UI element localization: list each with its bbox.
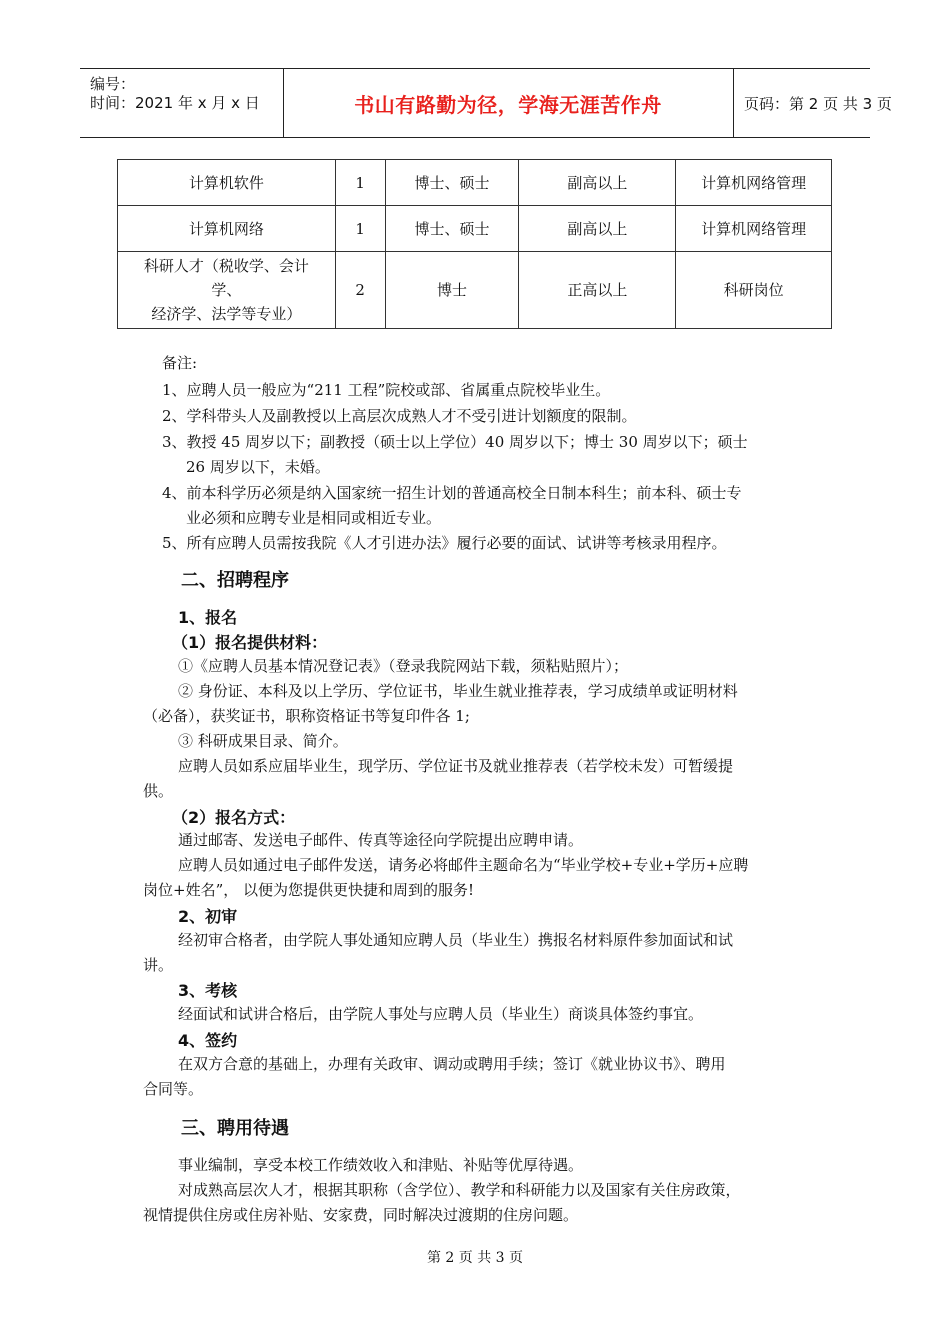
- subsection-subheading: （2）报名方式：: [172, 808, 296, 827]
- subsection-heading: 4、签约: [178, 1031, 238, 1050]
- header-page-info: 页码：第 2 页 共 3 页: [744, 94, 892, 113]
- cell-line: 科研人才（税收学、会计: [143, 257, 309, 275]
- note-item: 5、所有应聘人员需按我院《人才引进办法》履行必要的面试、试讲等考核录用程序。: [162, 534, 727, 552]
- note-item: 1、应聘人员一般应为“211 工程”院校或部、省属重点院校毕业生。: [162, 381, 611, 399]
- table-cell: 博士、硕士: [385, 160, 519, 206]
- table-cell: 副高以上: [519, 160, 676, 206]
- header-motto: 书山有路勤为径，学海无涯苦作舟: [354, 92, 662, 117]
- section-heading: 三、聘用待遇: [181, 1118, 289, 1139]
- table-cell: 1: [335, 160, 385, 206]
- paragraph: 通过邮寄、发送电子邮件、传真等途径向学院提出应聘申请。: [178, 831, 584, 849]
- header-meta-cell: [80, 69, 284, 137]
- paragraph-cont: 合同等。: [143, 1080, 204, 1098]
- paragraph: 应聘人员如系应届毕业生，现学历、学位证书及就业推荐表（若学校未发）可暂缓提: [178, 757, 734, 775]
- table-cell: 正高以上: [519, 252, 676, 329]
- paragraph-cont: （必备），获奖证书，职称资格证书等复印件各 1;: [143, 707, 470, 725]
- note-item: 2、学科带头人及副教授以上高层次成熟人才不受引进计划额度的限制。: [162, 407, 637, 425]
- notes-title: 备注:: [162, 354, 198, 372]
- table-cell: 博士: [385, 252, 519, 329]
- paragraph: ② 身份证、本科及以上学历、学位证书，毕业生就业推荐表，学习成绩单或证明材料: [178, 682, 738, 700]
- document-number: 编号：: [90, 75, 136, 93]
- paragraph: 对成熟高层次人才，根据其职称（含学位）、教学和科研能力以及国家有关住房政策，: [178, 1181, 741, 1199]
- paragraph: 经初审合格者，由学院人事处通知应聘人员（毕业生）携报名材料原件参加面试和试: [178, 931, 734, 949]
- table-row: [118, 252, 832, 329]
- table-cell: 计算机网络管理: [676, 206, 832, 252]
- table-cell: 科研岗位: [676, 252, 832, 329]
- paragraph: 经面试和试讲合格后，由学院人事处与应聘人员（毕业生）商谈具体签约事宜。: [178, 1005, 704, 1023]
- table-row: [118, 160, 832, 206]
- table-cell: 计算机网络管理: [676, 160, 832, 206]
- cell-line: 学、: [211, 281, 242, 299]
- table-row: [118, 206, 832, 252]
- subsection-heading: 1、报名: [178, 608, 238, 627]
- paragraph: ①《应聘人员基本情况登记表》（登录我院网站下载，须粘贴照片）；: [178, 657, 629, 675]
- table-cell: 计算机网络: [118, 206, 336, 252]
- subsection-heading: 2、初审: [178, 907, 238, 926]
- note-item-cont: 26 周岁以下，未婚。: [186, 458, 330, 476]
- positions-table: [117, 159, 832, 329]
- note-item-cont: 业必须和应聘专业是相同或相近专业。: [186, 509, 442, 527]
- paragraph: ③ 科研成果目录、简介。: [178, 732, 348, 750]
- document-date: 时间：2021 年 x 月 x 日: [90, 94, 260, 112]
- table-cell: 副高以上: [519, 206, 676, 252]
- table-cell: 1: [335, 206, 385, 252]
- header-page-cell: [734, 69, 892, 137]
- cell-line: 经济学、法学等专业）: [151, 305, 302, 323]
- page-footer: 第 2 页 共 3 页: [426, 1250, 524, 1266]
- page-header: [80, 68, 892, 138]
- note-item: 4、前本科学历必须是纳入国家统一招生计划的普通高校全日制本科生；前本科、硕士专: [162, 484, 742, 502]
- subsection-heading: 3、考核: [178, 981, 238, 1000]
- table-cell: 计算机软件: [118, 160, 336, 206]
- table-cell: 2: [335, 252, 385, 329]
- paragraph-cont: 供。: [143, 782, 174, 800]
- table-cell: 博士、硕士: [385, 206, 519, 252]
- paragraph-cont: 岗位+姓名”， 以便为您提供更快捷和周到的服务!: [143, 881, 475, 899]
- paragraph-cont: 视情提供住房或住房补贴、安家费，同时解决过渡期的住房问题。: [143, 1206, 579, 1224]
- table-cell: [118, 252, 336, 329]
- paragraph: 事业编制，享受本校工作绩效收入和津贴、补贴等优厚待遇。: [178, 1156, 584, 1174]
- paragraph-cont: 讲。: [143, 956, 174, 974]
- paragraph: 应聘人员如通过电子邮件发送，请务必将邮件主题命名为“毕业学校+专业+学历+应聘: [178, 856, 749, 874]
- note-item: 3、教授 45 周岁以下；副教授（硕士以上学位）40 周岁以下；博士 30 周岁以下；硕士: [162, 433, 748, 451]
- header-motto-cell: [283, 69, 734, 137]
- subsection-subheading: （1）报名提供材料：: [172, 633, 328, 652]
- section-heading: 二、招聘程序: [181, 570, 289, 591]
- paragraph: 在双方合意的基础上，办理有关政审、调动或聘用手续；签订《就业协议书》、聘用: [178, 1055, 726, 1073]
